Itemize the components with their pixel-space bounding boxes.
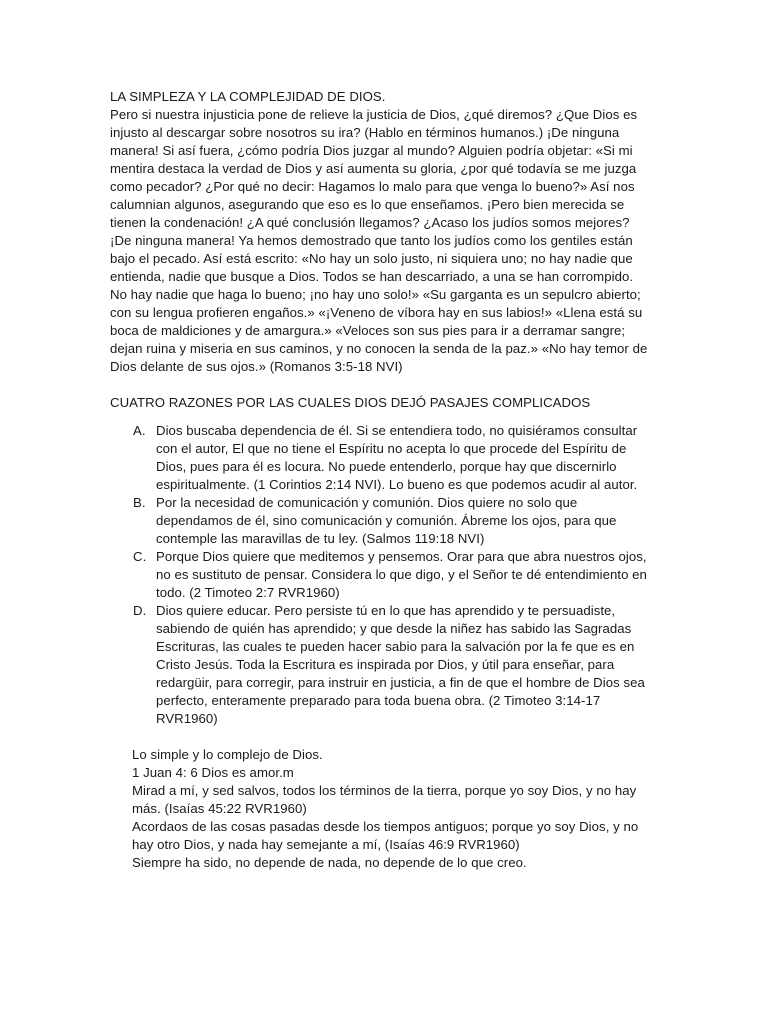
closing-line: Acordaos de las cosas pasadas desde los tiempos antiguos; porque yo soy Dios, y no hay otro Dios, y nada hay semejante a mí, (Isaías 46:9 RVR1960) bbox=[132, 819, 639, 852]
list-item bbox=[110, 602, 650, 728]
document-page bbox=[110, 88, 650, 872]
closing-section bbox=[110, 746, 650, 872]
list-item bbox=[110, 494, 650, 548]
list-item bbox=[110, 422, 650, 494]
list-item-text: Por la necesidad de comunicación y comunión. Dios quiere no solo que dependamos de él, sino comunicación y comunión. Ábreme los ojos, para que contemple las maravillas de tu ley. (Salmos 119:18 NVI) bbox=[156, 495, 617, 546]
list-item-text: Dios buscaba dependencia de él. Si se entendiera todo, no quisiéramos consultar con el autor, El que no tiene el Espíritu no acepta lo que procede del Espíritu de Dios, pues para él es locura. No puede entenderlo, porque hay que discernirlo espiritualmente. (1 Corintios 2:14 NVI). Lo bueno es que podemos acudir al autor. bbox=[156, 423, 638, 492]
list-marker: D. bbox=[133, 603, 147, 618]
section-heading: CUATRO RAZONES POR LAS CUALES DIOS DEJÓ PASAJES COMPLICADOS bbox=[110, 395, 591, 410]
list-item-text: Dios quiere educar. Pero persiste tú en lo que has aprendido y te persuadiste, sabiendo de quién has aprendido; y que desde la niñez has sabido las Sagradas Escrituras, las cuales te pueden hacer sabio para la salvación por la fe que es en Cristo Jesús. Toda la Escritura es inspirada por Dios, y útil para enseñar, para redargüir, para corregir, para instruir en justicia, a fin de que el hombre de Dios sea perfecto, enteramente preparado para toda buena obra. (2 Timoteo 3:14-17 RVR1960) bbox=[156, 603, 645, 726]
reasons-list bbox=[110, 422, 650, 728]
list-item-text: Porque Dios quiere que meditemos y pensemos. Orar para que abra nuestros ojos, no es sustituto de pensar. Considera lo que digo, y el Señor te dé entendimiento en todo. (2 Timoteo 2:7 RVR1960) bbox=[156, 549, 647, 600]
closing-line: 1 Juan 4: 6 Dios es amor.m bbox=[132, 765, 294, 780]
intro-paragraph: Pero si nuestra injusticia pone de relieve la justicia de Dios, ¿qué diremos? ¿Que Dios es injusto al descargar sobre nosotros su ira? (Hablo en términos humanos.) ¡De ninguna manera! Si así fuera, ¿cómo podría Dios juzgar al mundo? Alguien podría objetar: «Si mi mentira destaca la verdad de Dios y así aumenta su gloria, ¿por qué todavía se me juzga como pecador? ¿Por qué no decir: Hagamos lo malo para que venga lo bueno?» Así nos calumnian algunos, asegurando que eso es lo que enseñamos. ¡Pero bien merecida se tienen la condenación! ¿A qué conclusión llegamos? ¿Acaso los judíos somos mejores? ¡De ninguna manera! Ya hemos demostrado que tanto los judíos como los gentiles están bajo el pecado. Así está escrito: «No hay un solo justo, ni siquiera uno; no hay nadie que entienda, nadie que busque a Dios. Todos se han descarriado, a una se han corrompido. No hay nadie que haga lo bueno; ¡no hay uno solo!» «Su garganta es un sepulcro abierto; con su lengua profieren engaños.» «¡Veneno de víbora hay en sus labios!» «Llena está su boca de maldiciones y de amargura.» «Veloces son sus pies para ir a derramar sangre; dejan ruina y miseria en sus caminos, y no conocen la senda de la paz.» «No hay temor de Dios delante de sus ojos.» (Romanos 3:5-18 NVI) bbox=[110, 107, 648, 374]
list-item bbox=[110, 548, 650, 602]
spacer bbox=[110, 376, 650, 394]
document-title: LA SIMPLEZA Y LA COMPLEJIDAD DE DIOS. bbox=[110, 89, 386, 104]
list-marker: A. bbox=[133, 423, 146, 438]
closing-line: Mirad a mí, y sed salvos, todos los términos de la tierra, porque yo soy Dios, y no hay más. (Isaías 45:22 RVR1960) bbox=[132, 783, 637, 816]
closing-line: Siempre ha sido, no depende de nada, no depende de lo que creo. bbox=[132, 855, 527, 870]
closing-title: Lo simple y lo complejo de Dios. bbox=[132, 747, 323, 762]
list-marker: B. bbox=[133, 495, 146, 510]
list-marker: C. bbox=[133, 549, 147, 564]
